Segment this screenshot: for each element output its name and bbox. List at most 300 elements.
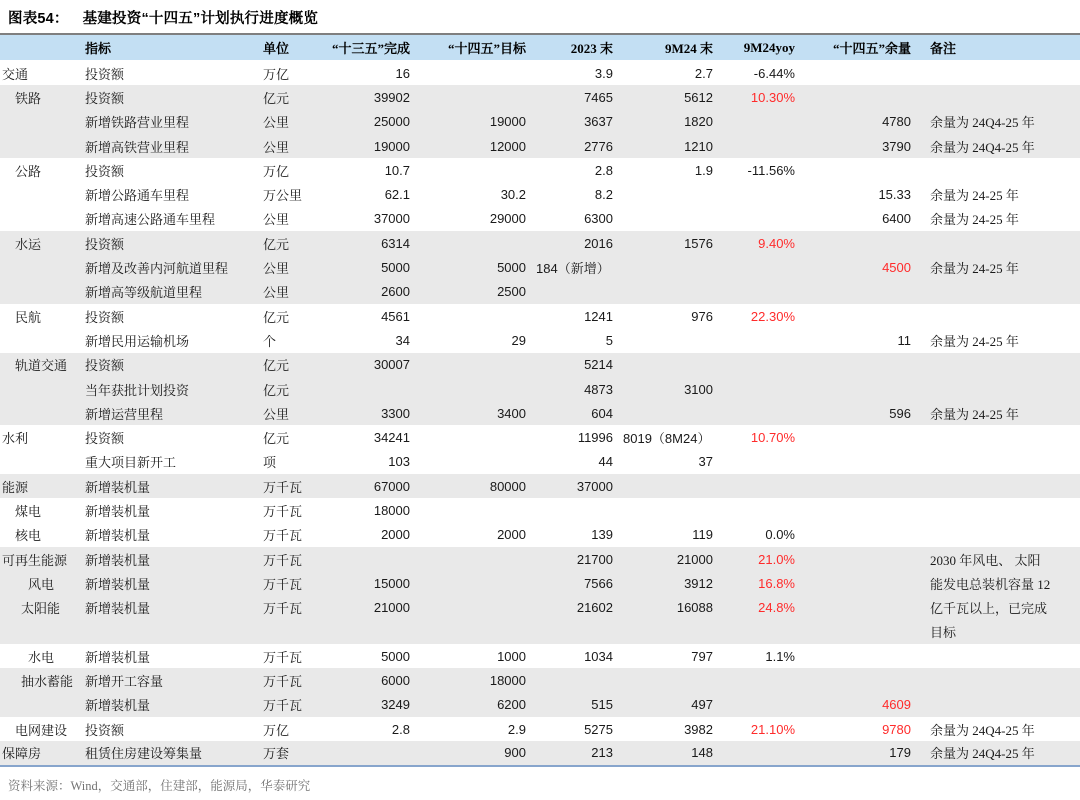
cell-category: 水电 bbox=[28, 649, 55, 665]
cell-14th-remaining bbox=[797, 425, 913, 449]
cell-note bbox=[913, 644, 1080, 668]
cell-9m24-yoy: 21.0% bbox=[715, 547, 797, 571]
cell-unit: 万亿 bbox=[263, 722, 290, 738]
cell-end-2023: 1241 bbox=[584, 308, 613, 324]
cell-14th-target bbox=[412, 231, 528, 255]
cell-category: 保障房 bbox=[0, 741, 85, 765]
cell-end-9m24: 976 bbox=[691, 308, 713, 324]
table-row bbox=[0, 668, 1080, 692]
table-row bbox=[0, 207, 1080, 231]
cell-9m24-yoy: -6.44% bbox=[753, 66, 795, 82]
cell-9m24-yoy bbox=[715, 498, 797, 522]
cell-9m24-yoy bbox=[715, 182, 797, 206]
cell-end-9m24: 3912 bbox=[615, 571, 715, 595]
cell-category bbox=[0, 182, 85, 206]
source-note: 资料来源：Wind，交通部，住建部，能源局，华泰研究 bbox=[8, 778, 311, 793]
cell-unit: 万千瓦 bbox=[263, 528, 303, 544]
cell-14th-target: 18000 bbox=[412, 668, 528, 692]
cell-unit: 亿元 bbox=[258, 377, 320, 401]
cell-13th-completed: 4561 bbox=[381, 308, 410, 324]
cell-end-2023: 2.8 bbox=[594, 162, 613, 178]
cell-note: 余量为 24-25 年 bbox=[913, 401, 1080, 425]
cell-9m24-yoy: 1.1% bbox=[765, 648, 795, 664]
cell-end-2023: 1034 bbox=[584, 648, 613, 664]
table-row bbox=[0, 547, 1080, 571]
cell-9m24-yoy: 21.10% bbox=[750, 721, 795, 737]
cell-14th-remaining: 6400 bbox=[882, 211, 911, 227]
cell-13th-completed: 3249 bbox=[320, 693, 412, 717]
figure-title-text: 基建投资“十四五”计划执行进度概览 bbox=[82, 11, 319, 27]
cell-note: 余量为 24Q4-25 年 bbox=[913, 110, 1080, 134]
cell-category bbox=[0, 377, 85, 401]
cell-indicator: 投资额 bbox=[85, 431, 125, 447]
cell-14th-remaining bbox=[797, 596, 913, 620]
cell-9m24-yoy bbox=[715, 328, 797, 352]
cell-14th-remaining: 179 bbox=[797, 741, 913, 765]
cell-unit: 万千瓦 bbox=[258, 693, 320, 717]
cell-end-2023: 2016 bbox=[528, 231, 615, 255]
cell-14th-target bbox=[412, 377, 528, 401]
cell-indicator: 新增民用运输机场 bbox=[85, 333, 190, 349]
table-row bbox=[0, 741, 1080, 765]
cell-unit: 万公里 bbox=[263, 188, 303, 204]
cell-note: 余量为 24-25 年 bbox=[913, 255, 1080, 279]
cell-unit: 万千瓦 bbox=[258, 474, 320, 498]
cell-9m24-yoy: 10.70% bbox=[750, 430, 795, 446]
cell-note: 余量为 24Q4-25 年 bbox=[913, 741, 1080, 765]
table-row bbox=[0, 620, 1080, 644]
cell-14th-target: 2.9 bbox=[507, 721, 526, 737]
cell-indicator: 投资额 bbox=[85, 85, 258, 109]
cell-14th-remaining bbox=[797, 474, 913, 498]
cell-category: 煤电 bbox=[15, 503, 42, 519]
cell-end-9m24: 2.7 bbox=[694, 66, 713, 82]
cell-category bbox=[0, 328, 85, 352]
table-row bbox=[0, 110, 1080, 134]
cell-indicator: 投资额 bbox=[85, 353, 258, 377]
cell-category: 铁路 bbox=[0, 85, 85, 109]
cell-end-2023: 44 bbox=[598, 454, 613, 470]
cell-end-9m24: 3982 bbox=[684, 721, 713, 737]
cell-14th-remaining bbox=[797, 353, 913, 377]
cell-9m24-yoy bbox=[715, 620, 797, 644]
cell-13th-completed: 18000 bbox=[373, 502, 410, 518]
cell-9m24-yoy bbox=[715, 110, 797, 134]
cell-14th-target bbox=[412, 547, 528, 571]
cell-14th-remaining bbox=[797, 620, 913, 644]
cell-14th-target bbox=[412, 498, 528, 522]
cell-unit: 亿元 bbox=[258, 353, 320, 377]
table-row bbox=[0, 353, 1080, 377]
cell-13th-completed: 62.1 bbox=[384, 187, 410, 203]
cell-end-9m24: 119 bbox=[692, 527, 713, 543]
cell-indicator: 新增运营里程 bbox=[85, 401, 258, 425]
cell-unit: 万千瓦 bbox=[258, 571, 320, 595]
cell-14th-target: 6200 bbox=[412, 693, 528, 717]
cell-end-2023: 2776 bbox=[528, 134, 615, 158]
cell-13th-completed: 34241 bbox=[373, 430, 410, 446]
cell-note bbox=[913, 280, 1080, 304]
cell-14th-remaining: 596 bbox=[797, 401, 913, 425]
cell-end-2023: 184（新增） bbox=[528, 255, 615, 279]
cell-14th-target: 3400 bbox=[412, 401, 528, 425]
cell-14th-target bbox=[412, 304, 528, 328]
cell-category: 交通 bbox=[2, 67, 29, 83]
cell-end-2023: 5 bbox=[605, 332, 613, 348]
cell-indicator: 新增装机量 bbox=[85, 693, 258, 717]
cell-end-2023 bbox=[528, 498, 615, 522]
cell-13th-completed: 2000 bbox=[381, 527, 410, 543]
cell-unit: 亿元 bbox=[263, 309, 290, 325]
cell-unit: 万亿 bbox=[263, 163, 290, 179]
cell-unit: 公里 bbox=[258, 110, 320, 134]
table-row bbox=[0, 328, 1080, 352]
cell-indicator: 新增装机量 bbox=[85, 571, 258, 595]
cell-14th-target: 1000 bbox=[497, 648, 526, 664]
cell-category bbox=[0, 134, 85, 158]
cell-note bbox=[913, 668, 1080, 692]
cell-indicator: 新增装机量 bbox=[85, 547, 258, 571]
cell-end-9m24: 1.9 bbox=[694, 162, 713, 178]
cell-end-9m24 bbox=[615, 401, 715, 425]
table-row bbox=[0, 717, 1080, 741]
cell-14th-target bbox=[412, 61, 528, 85]
table-row bbox=[0, 182, 1080, 206]
cell-category: 民航 bbox=[15, 309, 42, 325]
cell-note bbox=[913, 158, 1080, 182]
table-body bbox=[0, 61, 1080, 766]
cell-9m24-yoy bbox=[715, 693, 797, 717]
cell-indicator: 新增及改善内河航道里程 bbox=[85, 255, 258, 279]
table-row bbox=[0, 85, 1080, 109]
table-row bbox=[0, 693, 1080, 717]
cell-indicator: 新增装机量 bbox=[85, 528, 151, 544]
cell-unit: 万千瓦 bbox=[263, 503, 303, 519]
cell-indicator: 重大项目新开工 bbox=[85, 455, 177, 471]
cell-9m24-yoy: 16.8% bbox=[715, 571, 797, 595]
cell-end-2023 bbox=[528, 668, 615, 692]
cell-14th-remaining bbox=[797, 547, 913, 571]
cell-note bbox=[913, 304, 1080, 328]
cell-9m24-yoy: 0.0% bbox=[765, 527, 795, 543]
cell-end-2023: 11996 bbox=[577, 430, 613, 446]
cell-14th-target: 30.2 bbox=[500, 187, 526, 203]
cell-14th-target bbox=[412, 571, 528, 595]
cell-note: 余量为 24-25 年 bbox=[930, 212, 1019, 228]
cell-unit: 公里 bbox=[258, 134, 320, 158]
cell-note: 余量为 24-25 年 bbox=[930, 188, 1019, 204]
cell-note bbox=[913, 498, 1080, 522]
cell-category: 太阳能 bbox=[0, 596, 85, 620]
cell-category: 公路 bbox=[15, 163, 42, 179]
cell-indicator: 新增开工容量 bbox=[85, 668, 258, 692]
cell-end-2023: 139 bbox=[591, 527, 613, 543]
cell-indicator: 新增高等级航道里程 bbox=[85, 280, 258, 304]
table-row bbox=[0, 474, 1080, 498]
cell-end-2023: 7566 bbox=[528, 571, 615, 595]
cell-14th-remaining bbox=[797, 450, 913, 474]
cell-category bbox=[0, 110, 85, 134]
cell-9m24-yoy: 24.8% bbox=[715, 596, 797, 620]
cell-end-9m24 bbox=[615, 474, 715, 498]
cell-14th-target bbox=[412, 425, 528, 449]
cell-note bbox=[913, 61, 1080, 85]
cell-13th-completed: 103 bbox=[388, 454, 410, 470]
table-row bbox=[0, 231, 1080, 255]
cell-unit: 公里 bbox=[258, 280, 320, 304]
table-row bbox=[0, 134, 1080, 158]
cell-13th-completed: 37000 bbox=[373, 211, 410, 227]
cell-end-9m24: 16088 bbox=[615, 596, 715, 620]
table-row bbox=[0, 571, 1080, 595]
cell-14th-remaining: 15.33 bbox=[878, 187, 911, 203]
cell-14th-remaining bbox=[797, 231, 913, 255]
cell-indicator: 新增铁路营业里程 bbox=[85, 110, 258, 134]
cell-13th-completed: 6314 bbox=[320, 231, 412, 255]
cell-end-9m24 bbox=[615, 620, 715, 644]
cell-end-9m24: 1210 bbox=[615, 134, 715, 158]
cell-end-2023: 213 bbox=[528, 741, 615, 765]
header-14th-remaining: “十四五”余量 bbox=[797, 34, 913, 61]
cell-indicator: 新增装机量 bbox=[85, 503, 151, 519]
cell-end-2023: 3.9 bbox=[594, 66, 613, 82]
header-13th-completed: “十三五”完成 bbox=[320, 34, 412, 61]
figure-number: 图表54： bbox=[8, 11, 69, 27]
cell-end-2023: 6300 bbox=[584, 211, 613, 227]
cell-indicator: 租赁住房建设筹集量 bbox=[85, 741, 258, 765]
cell-14th-target: 12000 bbox=[412, 134, 528, 158]
cell-end-2023: 37000 bbox=[528, 474, 615, 498]
cell-9m24-yoy: 22.30% bbox=[750, 308, 795, 324]
cell-14th-remaining bbox=[797, 85, 913, 109]
cell-14th-remaining bbox=[797, 61, 913, 85]
cell-indicator: 新增装机量 bbox=[85, 474, 258, 498]
cell-9m24-yoy bbox=[715, 741, 797, 765]
cell-note: 2030 年风电、 太阳 bbox=[913, 547, 1080, 571]
table-row bbox=[0, 61, 1080, 85]
cell-indicator: 当年获批计划投资 bbox=[85, 377, 258, 401]
cell-category: 核电 bbox=[15, 528, 42, 544]
cell-end-9m24: 8019（8M24） bbox=[623, 431, 711, 447]
cell-14th-target bbox=[412, 353, 528, 377]
cell-9m24-yoy bbox=[715, 450, 797, 474]
cell-note bbox=[913, 85, 1080, 109]
cell-indicator: 新增装机量 bbox=[85, 596, 258, 620]
header-note: 备注 bbox=[913, 34, 1080, 61]
table-row bbox=[0, 255, 1080, 279]
table-row bbox=[0, 644, 1080, 668]
cell-13th-completed: 34 bbox=[395, 332, 410, 348]
cell-end-2023: 515 bbox=[528, 693, 615, 717]
cell-14th-remaining bbox=[797, 571, 913, 595]
cell-end-9m24 bbox=[615, 668, 715, 692]
cell-9m24-yoy bbox=[715, 134, 797, 158]
cell-end-9m24 bbox=[615, 498, 715, 522]
table-row bbox=[0, 158, 1080, 182]
cell-13th-completed: 6000 bbox=[320, 668, 412, 692]
cell-end-9m24: 21000 bbox=[615, 547, 715, 571]
cell-end-2023: 21700 bbox=[528, 547, 615, 571]
cell-unit: 万千瓦 bbox=[258, 668, 320, 692]
cell-14th-target: 2500 bbox=[412, 280, 528, 304]
cell-category: 电网建设 bbox=[15, 722, 68, 738]
cell-end-9m24: 148 bbox=[615, 741, 715, 765]
cell-indicator: 新增公路通车里程 bbox=[85, 188, 190, 204]
progress-table bbox=[0, 33, 1080, 767]
cell-13th-completed: 39902 bbox=[320, 85, 412, 109]
cell-category: 轨道交通 bbox=[0, 353, 85, 377]
cell-indicator bbox=[85, 620, 258, 644]
cell-end-9m24: 497 bbox=[615, 693, 715, 717]
cell-14th-target bbox=[412, 85, 528, 109]
cell-14th-target bbox=[412, 596, 528, 620]
cell-14th-target: 900 bbox=[412, 741, 528, 765]
cell-14th-remaining bbox=[797, 158, 913, 182]
cell-13th-completed: 5000 bbox=[381, 648, 410, 664]
cell-13th-completed bbox=[320, 741, 412, 765]
table-row bbox=[0, 425, 1080, 449]
cell-end-2023: 8.2 bbox=[594, 187, 613, 203]
cell-13th-completed: 2600 bbox=[320, 280, 412, 304]
cell-14th-remaining: 4609 bbox=[797, 693, 913, 717]
cell-category: 水利 bbox=[2, 431, 29, 447]
cell-indicator: 投资额 bbox=[85, 163, 125, 179]
header-9m24-yoy: 9M24yoy bbox=[715, 34, 797, 61]
cell-14th-remaining: 11 bbox=[897, 332, 911, 348]
cell-indicator: 投资额 bbox=[85, 231, 258, 255]
cell-13th-completed: 2.8 bbox=[391, 721, 410, 737]
cell-14th-target: 19000 bbox=[412, 110, 528, 134]
cell-14th-target bbox=[412, 620, 528, 644]
cell-13th-completed bbox=[320, 547, 412, 571]
cell-13th-completed: 67000 bbox=[320, 474, 412, 498]
cell-end-9m24 bbox=[615, 328, 715, 352]
cell-unit: 万千瓦 bbox=[258, 547, 320, 571]
cell-note: 能发电总装机容量 12 bbox=[913, 571, 1080, 595]
table-row bbox=[0, 450, 1080, 474]
cell-category: 水运 bbox=[0, 231, 85, 255]
cell-9m24-yoy: 10.30% bbox=[715, 85, 797, 109]
table-row bbox=[0, 280, 1080, 304]
cell-13th-completed: 16 bbox=[395, 66, 410, 82]
cell-unit: 公里 bbox=[258, 255, 320, 279]
cell-9m24-yoy: -11.56% bbox=[747, 162, 795, 178]
cell-13th-completed: 25000 bbox=[320, 110, 412, 134]
cell-end-9m24: 3100 bbox=[615, 377, 715, 401]
table-row bbox=[0, 401, 1080, 425]
cell-13th-completed bbox=[320, 377, 412, 401]
cell-end-9m24 bbox=[615, 353, 715, 377]
header-category bbox=[0, 34, 85, 61]
cell-note: 余量为 24Q4-25 年 bbox=[930, 722, 1035, 738]
cell-end-2023 bbox=[528, 620, 615, 644]
cell-9m24-yoy bbox=[715, 255, 797, 279]
cell-end-2023: 604 bbox=[528, 401, 615, 425]
cell-end-2023: 4873 bbox=[528, 377, 615, 401]
cell-unit bbox=[258, 620, 320, 644]
cell-9m24-yoy bbox=[715, 207, 797, 231]
cell-13th-completed: 5000 bbox=[320, 255, 412, 279]
table-row bbox=[0, 377, 1080, 401]
cell-14th-remaining: 4500 bbox=[797, 255, 913, 279]
cell-end-9m24: 1820 bbox=[615, 110, 715, 134]
cell-14th-target: 80000 bbox=[412, 474, 528, 498]
cell-14th-remaining bbox=[797, 498, 913, 522]
cell-9m24-yoy bbox=[715, 474, 797, 498]
table-header bbox=[0, 34, 1080, 61]
cell-13th-completed: 10.7 bbox=[384, 162, 410, 178]
cell-category: 抽水蓄能 bbox=[0, 668, 85, 692]
cell-end-2023: 3637 bbox=[528, 110, 615, 134]
header-unit: 单位 bbox=[258, 34, 320, 61]
cell-14th-remaining: 9780 bbox=[882, 721, 911, 737]
cell-unit: 项 bbox=[263, 455, 277, 471]
cell-category: 可再生能源 bbox=[0, 547, 85, 571]
cell-13th-completed: 3300 bbox=[320, 401, 412, 425]
cell-end-9m24: 5612 bbox=[615, 85, 715, 109]
cell-14th-remaining bbox=[797, 523, 913, 547]
cell-category: 风电 bbox=[0, 571, 85, 595]
cell-14th-target: 29 bbox=[511, 332, 526, 348]
cell-14th-remaining bbox=[797, 377, 913, 401]
cell-14th-remaining bbox=[797, 304, 913, 328]
cell-indicator: 新增高铁营业里程 bbox=[85, 134, 258, 158]
cell-end-2023: 21602 bbox=[528, 596, 615, 620]
cell-note: 余量为 24Q4-25 年 bbox=[913, 134, 1080, 158]
cell-14th-remaining bbox=[797, 280, 913, 304]
cell-note: 余量为 24-25 年 bbox=[930, 333, 1019, 349]
cell-end-9m24 bbox=[615, 280, 715, 304]
cell-9m24-yoy bbox=[715, 353, 797, 377]
cell-13th-completed bbox=[320, 620, 412, 644]
cell-unit: 万套 bbox=[258, 741, 320, 765]
cell-note bbox=[913, 474, 1080, 498]
cell-end-9m24 bbox=[615, 182, 715, 206]
cell-category bbox=[0, 280, 85, 304]
table-row bbox=[0, 304, 1080, 328]
cell-indicator: 投资额 bbox=[85, 67, 125, 83]
cell-unit: 万千瓦 bbox=[263, 649, 303, 665]
cell-note bbox=[913, 353, 1080, 377]
cell-9m24-yoy bbox=[715, 280, 797, 304]
cell-unit: 万千瓦 bbox=[258, 596, 320, 620]
cell-14th-target: 29000 bbox=[489, 211, 526, 227]
figure-title bbox=[0, 0, 1080, 28]
cell-end-2023: 5275 bbox=[584, 721, 613, 737]
cell-indicator: 新增装机量 bbox=[85, 649, 151, 665]
cell-14th-remaining bbox=[797, 668, 913, 692]
cell-14th-target: 5000 bbox=[412, 255, 528, 279]
cell-note bbox=[913, 450, 1080, 474]
cell-14th-remaining bbox=[797, 644, 913, 668]
cell-indicator: 投资额 bbox=[85, 309, 125, 325]
cell-unit: 亿元 bbox=[263, 431, 290, 447]
cell-note bbox=[913, 377, 1080, 401]
cell-category bbox=[0, 207, 85, 231]
header-indicator: 指标 bbox=[85, 34, 258, 61]
cell-13th-completed: 15000 bbox=[320, 571, 412, 595]
cell-note: 亿千瓦以上，已完成 bbox=[913, 596, 1080, 620]
cell-14th-target bbox=[412, 158, 528, 182]
cell-unit: 公里 bbox=[263, 212, 290, 228]
table-row bbox=[0, 523, 1080, 547]
cell-indicator: 投资额 bbox=[85, 722, 125, 738]
cell-category bbox=[0, 401, 85, 425]
cell-note: 目标 bbox=[913, 620, 1080, 644]
table-row bbox=[0, 596, 1080, 620]
cell-13th-completed: 21000 bbox=[320, 596, 412, 620]
cell-end-9m24: 797 bbox=[691, 648, 713, 664]
